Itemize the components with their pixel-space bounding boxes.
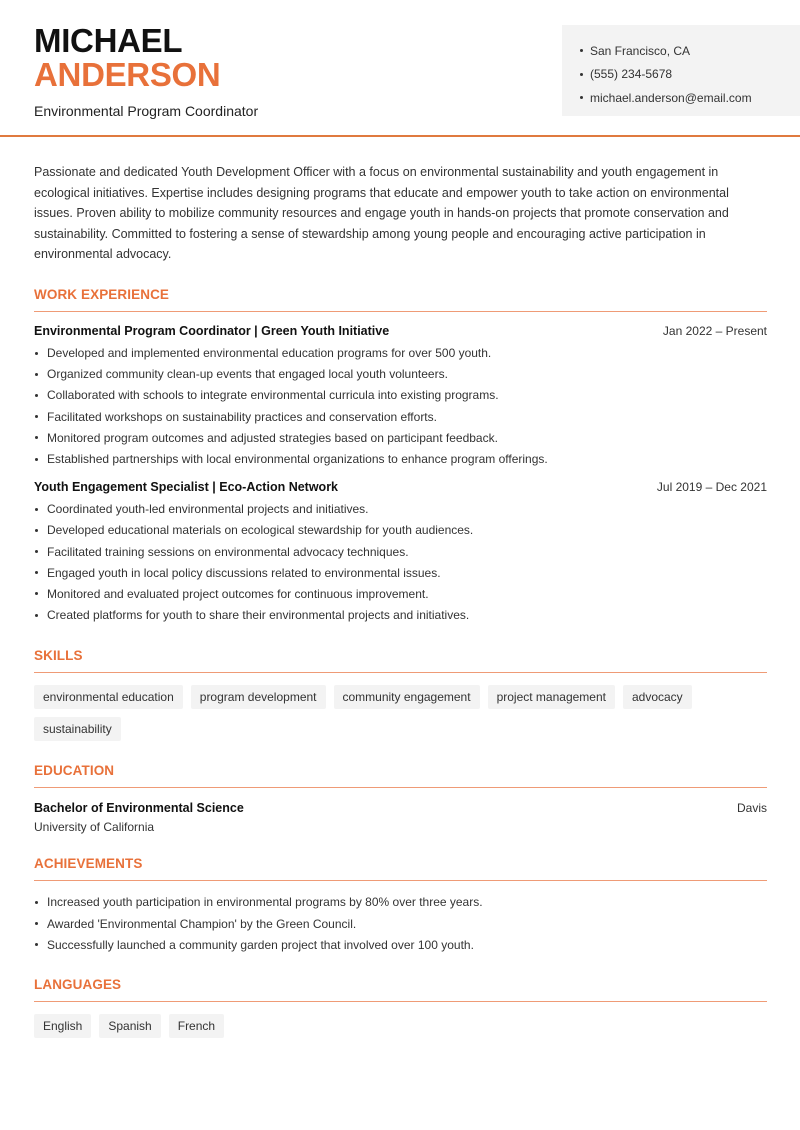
name-block (34, 24, 258, 119)
bullet-icon (35, 592, 38, 595)
bullet-icon (35, 571, 38, 574)
resume-body (34, 162, 767, 1038)
job-entry (34, 324, 767, 470)
list-item-text: Created platforms for youth to share their environmental projects and initiatives. (47, 608, 470, 623)
contact-phone (580, 63, 800, 87)
list-item (34, 583, 767, 604)
bullet-icon (35, 352, 38, 355)
job-header (34, 324, 767, 338)
contact-box (562, 25, 800, 116)
summary: Passionate and dedicated Youth Development Officer with a focus on environmental sustainability and youth engagement in ecological initiatives. Expertise includes designing programs that educate and empower youth to take action on environmental issues. Proven ability to mobilize community resources and engage youth in hands-on projects that promote conservation and sustainability. Committed to fostering a sense of stewardship among young people and encouraging active participation in environmental advocacy. (34, 165, 729, 261)
list-item (34, 427, 767, 448)
list-item (34, 406, 767, 427)
list-item-text: Coordinated youth-led environmental projects and initiatives. (47, 502, 369, 517)
language-tag: Spanish (99, 1014, 160, 1038)
list-item-text: Increased youth participation in environmental programs by 80% over three years. (47, 895, 483, 910)
bullet-icon (580, 96, 583, 99)
bullet-icon (35, 458, 38, 461)
skill-tag: project management (488, 685, 615, 709)
contact-location (580, 39, 800, 63)
list-item (34, 541, 767, 562)
job-header (34, 480, 767, 494)
bullet-icon (35, 415, 38, 418)
education-entry (34, 801, 767, 834)
list-item-text: Developed and implemented environmental education programs for over 500 youth. (47, 346, 492, 361)
contact-email-text: michael.anderson@email.com (590, 90, 752, 105)
list-item-text: Established partnerships with local environmental organizations to enhance program offerings. (47, 452, 548, 467)
list-item (34, 364, 767, 385)
list-item-text: Awarded 'Environmental Champion' by the Green Council. (47, 916, 357, 931)
education-school: University of California (34, 819, 155, 834)
list-item-text: Organized community clean-up events that engaged local youth volunteers. (47, 367, 448, 382)
list-item-text: Collaborated with schools to integrate environmental curricula into existing programs. (47, 388, 499, 403)
job-bullets (34, 343, 767, 470)
list-item (34, 385, 767, 406)
list-item-text: Developed educational materials on ecological stewardship for youth audiences. (47, 523, 474, 538)
list-item-text: Monitored program outcomes and adjusted strategies based on participant feedback. (47, 430, 498, 445)
bullet-icon (35, 922, 38, 925)
job-bullets (34, 499, 767, 626)
job-date: Jul 2019 – Dec 2021 (656, 479, 767, 494)
section-title-education: EDUCATION (34, 763, 767, 788)
list-item (34, 934, 767, 955)
contact-email (580, 86, 800, 110)
education-header (34, 801, 767, 815)
skill-tag: program development (191, 685, 326, 709)
education-location: Davis (736, 800, 767, 815)
language-tag: English (34, 1014, 91, 1038)
bullet-icon (580, 49, 583, 52)
job-role: Youth Engagement Specialist | Eco-Action Network (34, 479, 339, 494)
list-item (34, 499, 767, 520)
bullet-icon (35, 614, 38, 617)
list-item-text: Successfully launched a community garden project that involved over 100 youth. (47, 937, 474, 952)
list-item-text: Engaged youth in local policy discussions related to environmental issues. (47, 565, 441, 580)
languages-tags (34, 1014, 767, 1038)
job-date: Jan 2022 – Present (662, 323, 767, 338)
list-item (34, 520, 767, 541)
list-item-text: Facilitated training sessions on environmental advocacy techniques. (47, 544, 409, 559)
bullet-icon (580, 73, 583, 76)
contact-phone-text: (555) 234-5678 (590, 67, 673, 82)
list-item-text: Facilitated workshops on sustainability practices and conservation efforts. (47, 409, 437, 424)
first-name: MICHAEL (34, 22, 183, 59)
contact-location-text: San Francisco, CA (590, 43, 691, 58)
section-title-languages: LANGUAGES (34, 977, 767, 1002)
resume-header (0, 0, 800, 137)
list-item (34, 448, 767, 469)
bullet-icon (35, 550, 38, 553)
list-item (34, 913, 767, 934)
list-item (34, 343, 767, 364)
bullet-icon (35, 436, 38, 439)
skill-tag: advocacy (623, 685, 692, 709)
achievements-list (34, 892, 767, 956)
bullet-icon (35, 373, 38, 376)
bullet-icon (35, 901, 38, 904)
bullet-icon (35, 394, 38, 397)
list-item (34, 605, 767, 626)
job-entry (34, 480, 767, 626)
skill-tag: community engagement (334, 685, 480, 709)
list-item (34, 562, 767, 583)
last-name: ANDERSON (34, 56, 221, 93)
list-item (34, 892, 767, 913)
education-degree: Bachelor of Environmental Science (34, 800, 244, 815)
list-item-text: Monitored and evaluated project outcomes for continuous improvement. (47, 586, 429, 601)
skill-tag: sustainability (34, 717, 121, 741)
skill-tag: environmental education (34, 685, 183, 709)
job-role: Environmental Program Coordinator | Green Youth Initiative (34, 323, 390, 338)
bullet-icon (35, 943, 38, 946)
skills-tags (34, 685, 767, 741)
section-title-work-experience: WORK EXPERIENCE (34, 287, 767, 312)
job-title: Environmental Program Coordinator (34, 103, 259, 119)
section-title-skills: SKILLS (34, 648, 767, 673)
bullet-icon (35, 529, 38, 532)
bullet-icon (35, 508, 38, 511)
language-tag: French (169, 1014, 224, 1038)
section-title-achievements: ACHIEVEMENTS (34, 856, 767, 881)
